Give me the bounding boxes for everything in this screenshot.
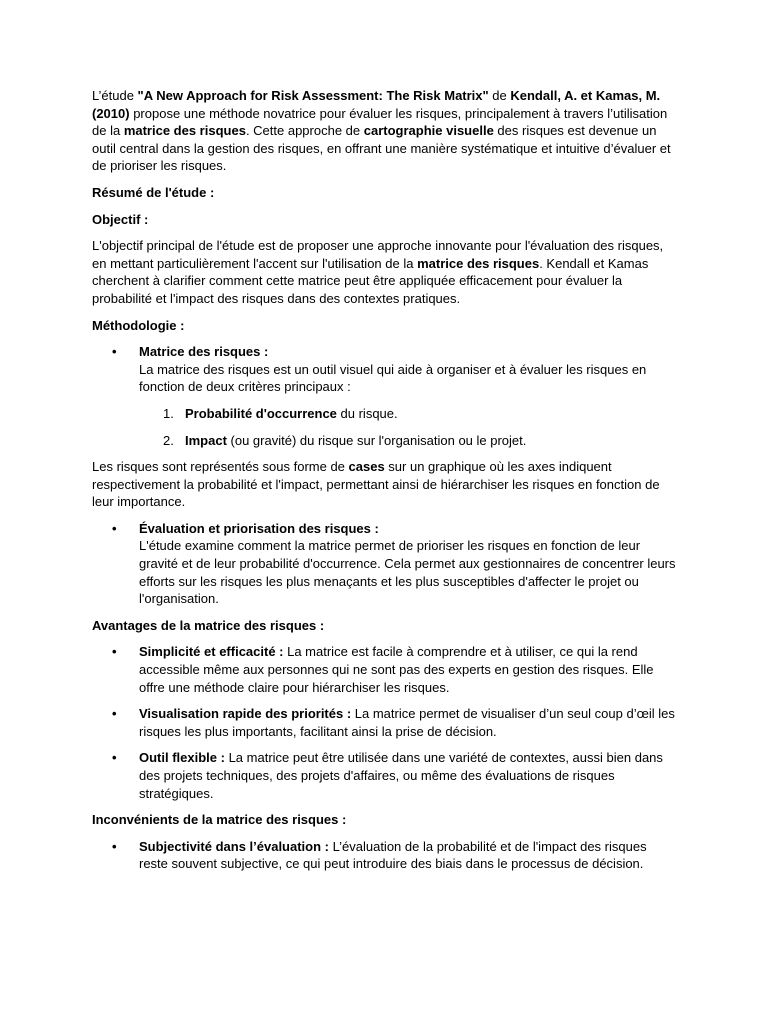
bullet-icon: • <box>112 644 117 660</box>
criterion-text: du risque. <box>336 405 398 421</box>
advantage-text: La matrice est facile à comprendre et à utiliser, ce qui la rend accessible même aux personnes qui ne sont pas des experts en gestion des risques. Elle offre une méthode claire pour hiérarchiser les risques. <box>139 644 654 695</box>
disadvantage-title: Subjectivité dans l’évaluation : <box>139 838 329 854</box>
summary-heading: Résumé de l'étude : <box>92 184 215 200</box>
cases-paragraph <box>92 458 676 511</box>
numbered-item <box>163 405 676 423</box>
advantage-item <box>112 705 676 740</box>
intro-bold-term: matrice des risques <box>123 123 246 139</box>
advantages-heading: Avantages de la matrice des risques : <box>92 617 325 633</box>
intro-text: des risques est devenue un outil central dans la gestion des risques, en offrant une manière systématique et intuitive d’évaluer et de prioriser les risques. <box>92 123 671 174</box>
bullet-icon: • <box>112 750 117 766</box>
intro-text: L’étude <box>92 88 138 103</box>
study-title: "A New Approach for Risk Assessment: The Risk Matrix" <box>137 88 489 103</box>
study-authors: Kendall, A. et Kamas, M. (2010) <box>92 88 661 121</box>
bullet-icon: • <box>112 838 117 854</box>
intro-bold-term: cartographie visuelle <box>363 123 494 139</box>
disadvantage-text: L’évaluation de la probabilité et de l'impact des risques reste souvent subjective, ce qui peut introduire des biais dans le processus de décision. <box>139 838 647 872</box>
criterion-title: Probabilité d'occurrence <box>185 405 337 421</box>
criterion-text: (ou gravité) du risque sur l'organisation ou le projet. <box>226 432 527 448</box>
advantage-item <box>112 643 676 696</box>
advantage-title: Outil flexible : <box>139 750 225 766</box>
intro-paragraph <box>92 87 676 175</box>
intro-text: de <box>488 88 511 103</box>
list-number: 2. <box>163 432 174 448</box>
disadvantages-heading: Inconvénients de la matrice des risques : <box>92 812 347 828</box>
bullet-title: Évaluation et priorisation des risques : <box>139 520 379 536</box>
objective-bold-term: matrice des risques <box>417 255 540 271</box>
objective-text: . Kendall et Kamas cherchent à clarifier comment cette matrice peut être appliquée efficacement pour évaluer la probabilité et l'impact des risques dans des contextes pratiques. <box>92 255 649 306</box>
advantage-item <box>112 749 676 802</box>
cases-bold-term: cases <box>348 459 385 475</box>
bullet-item-evaluation <box>112 520 676 608</box>
cases-text: Les risques sont représentés sous forme de <box>92 459 349 475</box>
bullet-icon: • <box>112 344 117 360</box>
bullet-text: La matrice des risques est un outil visuel qui aide à organiser et à évaluer les risques en fonction de deux critères principaux : <box>139 361 647 395</box>
advantage-text: La matrice peut être utilisée dans une variété de contextes, aussi bien dans des projets techniques, des projets d'affaires, ou même des évaluations de risques stratégiques. <box>139 750 663 801</box>
cases-text: sur un graphique où les axes indiquent respectivement la probabilité et l'impact, permettant ainsi de hiérarchiser les risques en fonction de leur importance. <box>92 459 660 510</box>
objective-heading: Objectif : <box>92 211 149 227</box>
methodology-heading: Méthodologie : <box>92 317 185 333</box>
bullet-item-matrix <box>112 343 676 396</box>
intro-text: . Cette approche de <box>245 123 364 139</box>
intro-text: propose une méthode novatrice pour évaluer les risques, principalement à travers l’utilisation de la <box>92 105 668 139</box>
objective-paragraph <box>92 237 676 307</box>
list-number: 1. <box>163 405 174 421</box>
criterion-title: Impact <box>185 432 227 448</box>
bullet-title: Matrice des risques : <box>139 344 269 360</box>
bullet-icon: • <box>112 520 117 536</box>
advantage-title: Simplicité et efficacité : <box>139 644 284 660</box>
numbered-item <box>163 432 676 450</box>
bullet-text: L'étude examine comment la matrice permet de prioriser les risques en fonction de leur gravité et de leur probabilité d'occurrence. Cela permet aux gestionnaires de concentrer leurs efforts sur les risques les plus menaçants et les plus susceptibles d'affecter le projet ou l'organisation. <box>139 538 676 607</box>
advantage-title: Visualisation rapide des priorités : <box>139 706 352 722</box>
objective-text: L'objectif principal de l'étude est de proposer une approche innovante pour l'évaluation des risques, en mettant particulièrement l'accent sur l'utilisation de la <box>92 238 664 271</box>
disadvantage-item <box>112 838 676 873</box>
bullet-icon: • <box>112 706 117 722</box>
advantage-text: La matrice permet de visualiser d’un seul coup d’œil les risques les plus importants, facilitant ainsi la prise de décision. <box>139 706 675 739</box>
